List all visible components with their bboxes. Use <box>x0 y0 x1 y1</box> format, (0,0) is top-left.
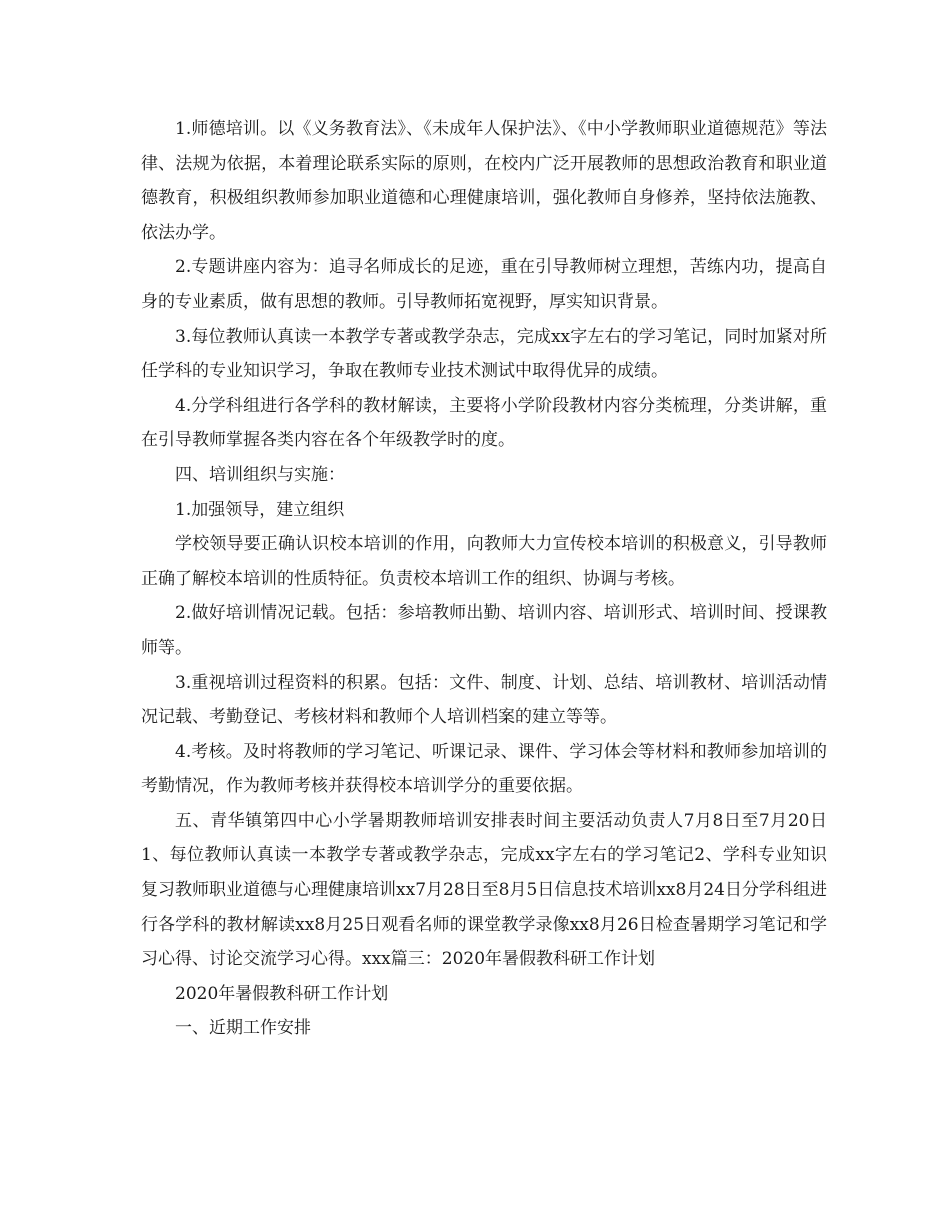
paragraph-reading-notes: 3.每位教师认真读一本教学专著或教学杂志，完成xx字左右的学习笔记，同时加紧对所任学科的专业知识学习，争取在教师专业技术测试中取得优异的成绩。 <box>141 326 827 382</box>
paragraph-lecture-content: 2.专题讲座内容为：追寻名师成长的足迹，重在引导教师树立理想，苦练内功，提高自身的专业素质，做有思想的教师。引导教师拓宽视野，厚实知识背景。 <box>141 257 827 312</box>
section-heading-near-term: 一、近期工作安排 <box>175 1018 311 1039</box>
paragraph-ethics-training: 1.师德培训。以《义务教育法》、《未成年人保护法》、《中小学教师职业道德规范》等法律、法规为依据，本着理论联系实际的原则，在校内广泛开展教师的思想政治教育和职业道德教育，积极组织教师参加职业道德和心理健康培训，强化教师自身修养，坚持依法施教、依法办学。 <box>141 119 827 243</box>
document-body <box>141 112 827 1046</box>
paragraph-assessment: 4.考核。及时将教师的学习笔记、听课记录、课件、学习体会等材料和教师参加培训的考勤情况，作为教师考核并获得校本培训学分的重要依据。 <box>141 741 827 797</box>
document-title: 2020年暑假教科研工作计划 <box>175 983 389 1004</box>
paragraph-schedule: 五、青华镇第四中心小学暑期教师培训安排表时间主要活动负责人7月8日至7月20日1、每位教师认真读一本教学专著或教学杂志，完成xx字左右的学习笔记2、学科专业知识复习教师职业道德与心理健康培训xx7月28日至8月5日信息技术培训xx8月24日分学科组进行各学科的教材解读xx8月25日观看名师的课堂教学录像xx8月26日检查暑期学习笔记和学习心得、讨论交流学习心得。xxx篇三：2020年暑假教科研工作计划 <box>141 810 827 970</box>
subheading-leadership: 1.加强领导，建立组织 <box>175 499 345 520</box>
paragraph-records: 2.做好培训情况记载。包括：参培教师出勤、培训内容、培训形式、培训时间、授课教师等。 <box>141 603 827 658</box>
section-heading-organization: 四、培训组织与实施： <box>175 464 345 485</box>
paragraph-textbook-analysis: 4.分学科组进行各学科的教材解读，主要将小学阶段教材内容分类梳理，分类讲解，重在引导教师掌握各类内容在各个年级教学时的度。 <box>141 395 827 451</box>
paragraph-materials: 3.重视培训过程资料的积累。包括：文件、制度、计划、总结、培训教材、培训活动情况记载、考勤登记、考核材料和教师个人培训档案的建立等等。 <box>141 672 827 728</box>
paragraph-leadership: 学校领导要正确认识校本培训的作用，向教师大力宣传校本培训的积极意义，引导教师正确了解校本培训的性质特征。负责校本培训工作的组织、协调与考核。 <box>141 534 827 589</box>
